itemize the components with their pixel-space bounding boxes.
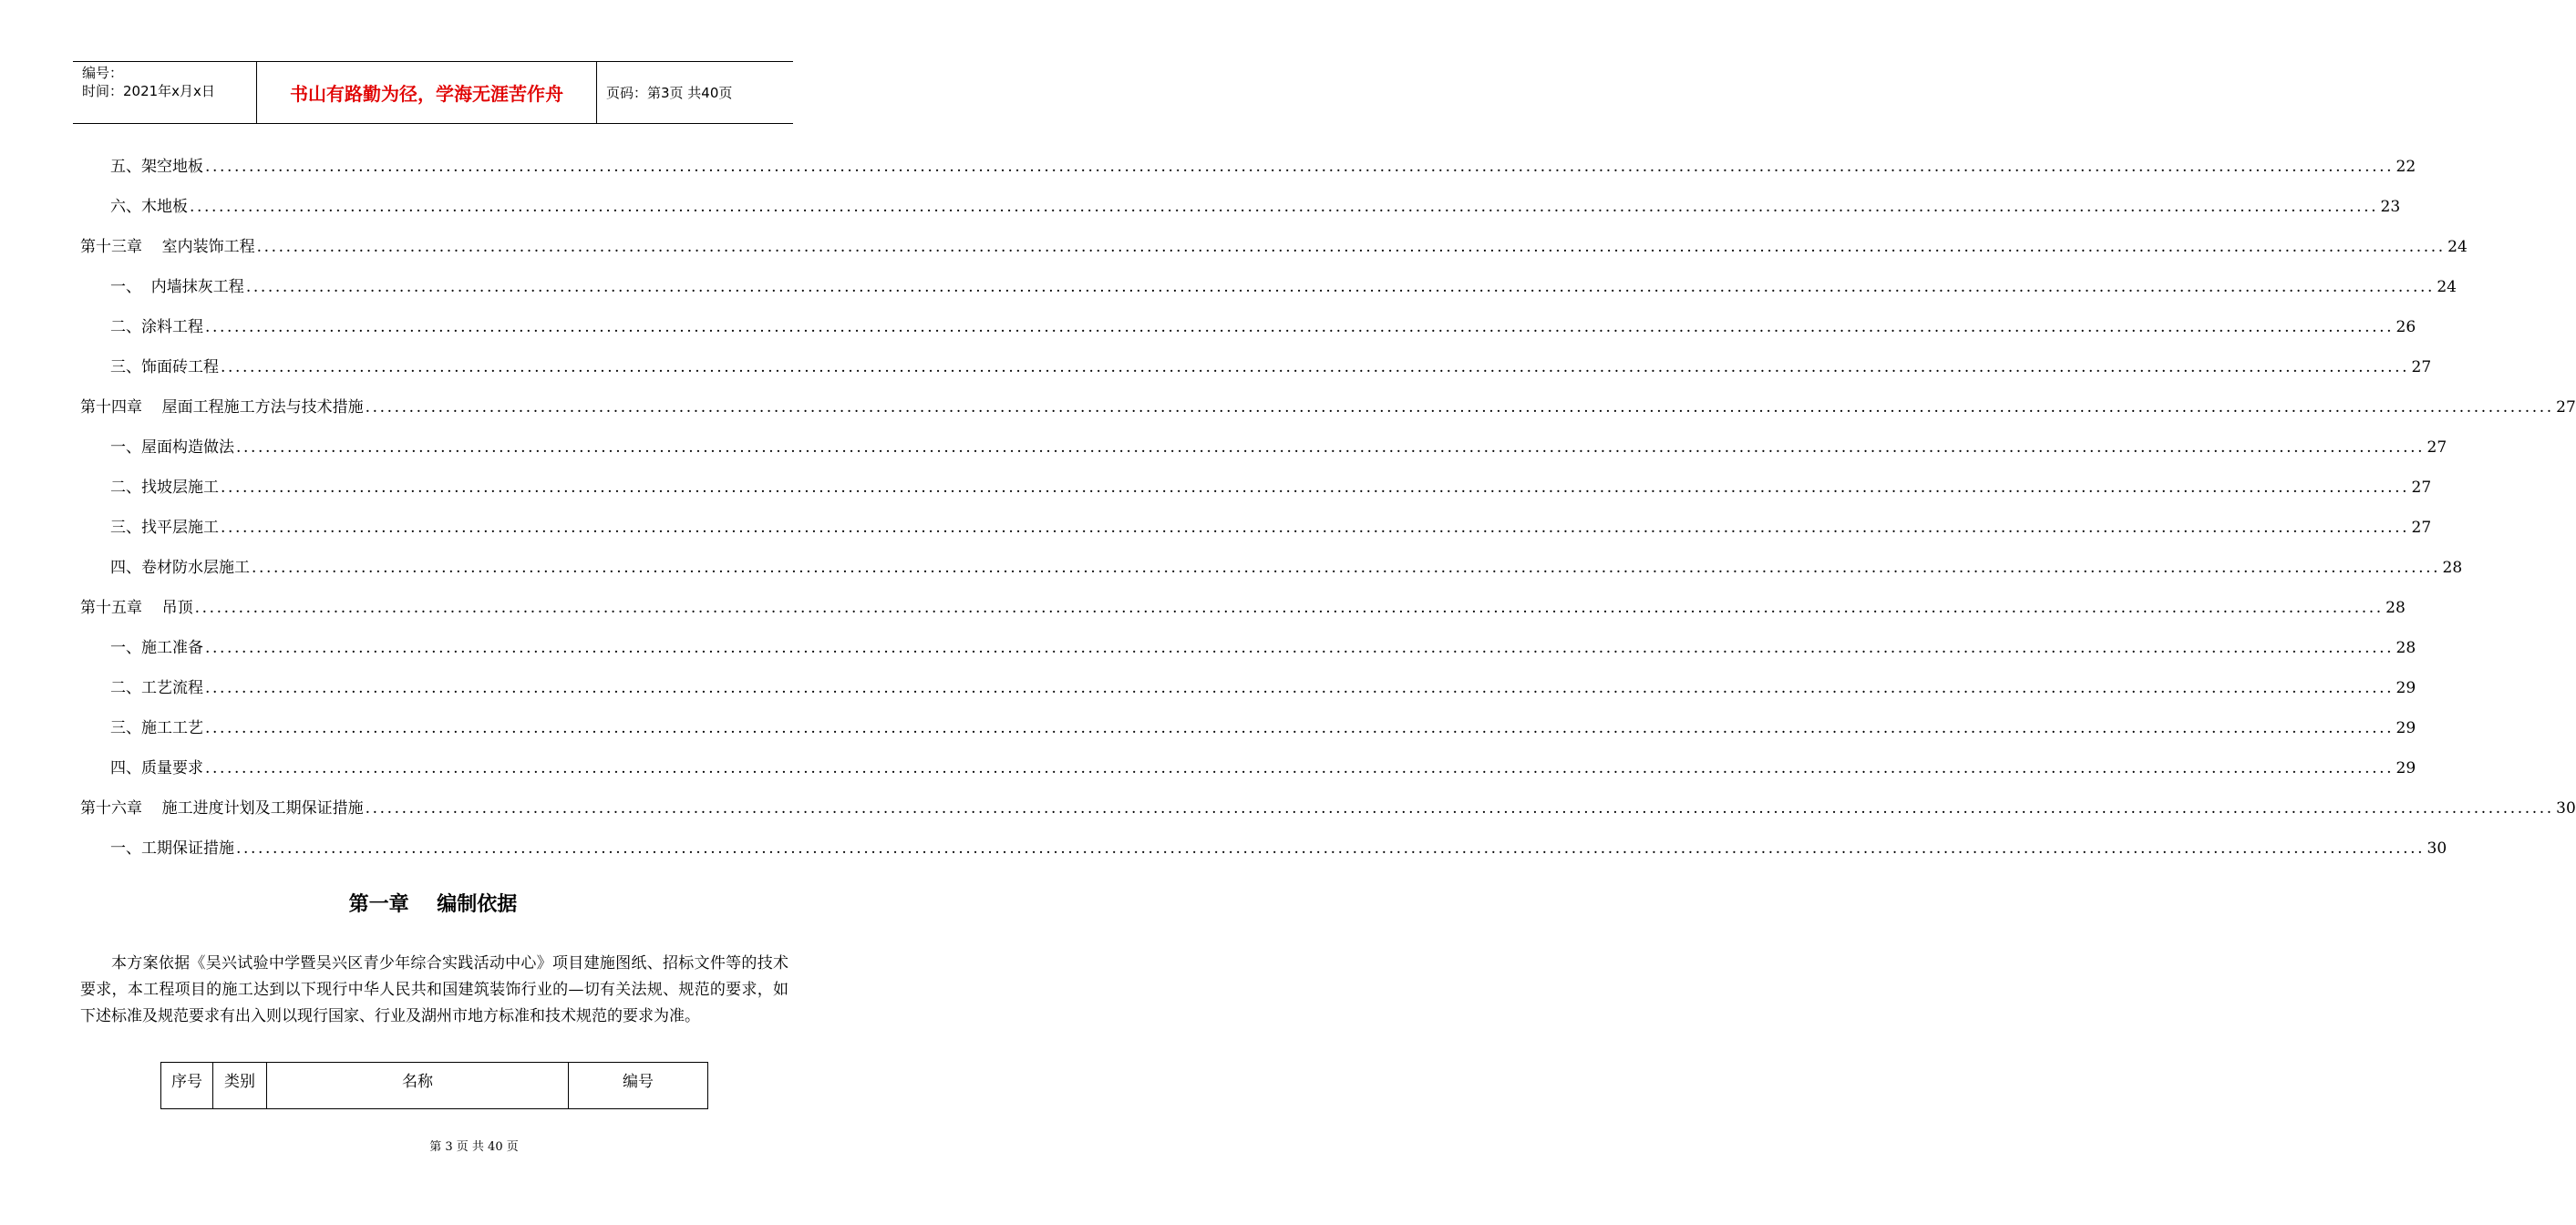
toc-entry-page: 27: [2411, 479, 2432, 497]
toc-entry-page: 28: [2442, 559, 2463, 577]
toc-entry-page: 27: [2411, 519, 2432, 537]
toc-entry[interactable]: [80, 818, 2447, 859]
toc-entry-page: 26: [2396, 318, 2416, 336]
toc-entry-page: 24: [2447, 238, 2468, 256]
toc-entry[interactable]: [80, 738, 2416, 778]
toc-leader-dots: ............................................................................................................................................................................................................................................................................................................: [252, 559, 2441, 577]
toc-leader-dots: ............................................................................................................................................................................................................................................................................................................: [221, 519, 2410, 537]
header-time: 时间：2021年x月x日: [82, 83, 215, 99]
toc-leader-dots: ............................................................................................................................................................................................................................................................................................................: [205, 318, 2395, 336]
toc-entry[interactable]: [80, 177, 2401, 217]
table-header-cell: 类别: [213, 1063, 267, 1109]
toc-entry[interactable]: [80, 417, 2447, 458]
toc-entry-page: 28: [2396, 639, 2416, 657]
toc-entry[interactable]: [80, 377, 2576, 417]
toc-entry[interactable]: [80, 498, 2432, 538]
toc-entry[interactable]: [80, 698, 2416, 738]
toc-entry-label: 二、找坡层施工: [110, 479, 219, 497]
toc-entry-label: 三、施工工艺: [110, 719, 203, 737]
toc-entry-label: 一、屋面构造做法: [110, 438, 234, 457]
toc-entry[interactable]: [80, 297, 2416, 337]
toc-entry-page: 27: [2427, 438, 2447, 457]
toc-entry-label: 一、工期保证措施: [110, 839, 234, 858]
toc-entry-page: 27: [2411, 358, 2432, 376]
toc-entry-label: 第十六章 施工进度计划及工期保证措施: [80, 799, 364, 818]
toc-entry-page: 28: [2385, 599, 2406, 617]
toc-entry-page: 29: [2396, 679, 2416, 697]
toc-leader-dots: ............................................................................................................................................................................................................................................................................................................: [256, 238, 2446, 256]
table-header-cell: 编号: [569, 1063, 708, 1109]
toc-entry[interactable]: [80, 778, 2576, 818]
toc-leader-dots: ............................................................................................................................................................................................................................................................................................................: [236, 839, 2426, 858]
header-page-info: 页码：第3页 共40页: [606, 85, 733, 101]
toc-entry-label: 二、涂料工程: [110, 318, 203, 336]
toc-entry[interactable]: [80, 458, 2432, 498]
toc-entry[interactable]: [80, 257, 2457, 297]
toc-leader-dots: ............................................................................................................................................................................................................................................................................................................: [194, 599, 2384, 617]
table-header-cell: 名称: [267, 1063, 569, 1109]
toc-entry[interactable]: [80, 137, 2416, 177]
toc-entry-page: 30: [2427, 839, 2447, 858]
reference-table: [160, 1062, 708, 1109]
toc-leader-dots: ............................................................................................................................................................................................................................................................................................................: [365, 799, 2554, 818]
toc-leader-dots: ............................................................................................................................................................................................................................................................................................................: [245, 278, 2435, 296]
toc-entry-label: 二、工艺流程: [110, 679, 203, 697]
toc-leader-dots: ............................................................................................................................................................................................................................................................................................................: [221, 358, 2410, 376]
toc-entry[interactable]: [80, 658, 2416, 698]
toc-entry-label: 一、施工准备: [110, 639, 203, 657]
toc-entry[interactable]: [80, 618, 2416, 658]
toc-leader-dots: ............................................................................................................................................................................................................................................................................................................: [190, 198, 2379, 216]
toc-entry[interactable]: [80, 538, 2463, 578]
toc-leader-dots: ............................................................................................................................................................................................................................................................................................................: [205, 719, 2395, 737]
toc-entry-page: 23: [2380, 198, 2401, 216]
toc-entry-label: 一、 内墙抹灰工程: [110, 278, 244, 296]
header-meta: [73, 62, 257, 123]
toc-entry[interactable]: [80, 578, 2406, 618]
toc-entry-page: 22: [2396, 158, 2416, 176]
chapter-title: 第一章 编制依据: [348, 893, 518, 916]
page-footer: 第 3 页 共 40 页: [429, 1140, 519, 1154]
toc-leader-dots: ............................................................................................................................................................................................................................................................................................................: [365, 398, 2554, 417]
toc-entry-page: 24: [2437, 278, 2457, 296]
toc-entry-page: 30: [2556, 799, 2576, 818]
toc-leader-dots: ............................................................................................................................................................................................................................................................................................................: [221, 479, 2410, 497]
toc-entry-label: 三、找平层施工: [110, 519, 219, 537]
toc-leader-dots: ............................................................................................................................................................................................................................................................................................................: [236, 438, 2426, 457]
toc-entry-page: 29: [2396, 759, 2416, 777]
toc-entry-label: 第十四章 屋面工程施工方法与技术措施: [80, 398, 364, 417]
toc-leader-dots: ............................................................................................................................................................................................................................................................................................................: [205, 158, 2395, 176]
toc-entry-page: 29: [2396, 719, 2416, 737]
table-header-row: [161, 1063, 708, 1109]
page-header: [73, 61, 793, 124]
header-number: 编号：: [82, 65, 124, 81]
toc-entry-label: 四、卷材防水层施工: [110, 559, 250, 577]
toc-entry-label: 五、架空地板: [110, 158, 203, 176]
table-header-cell: 序号: [161, 1063, 213, 1109]
toc-leader-dots: ............................................................................................................................................................................................................................................................................................................: [205, 639, 2395, 657]
table-of-contents: [80, 137, 2576, 859]
toc-entry-label: 六、木地板: [110, 198, 188, 216]
toc-entry-page: 27: [2556, 398, 2576, 417]
toc-entry-label: 三、饰面砖工程: [110, 358, 219, 376]
header-motto: 书山有路勤为径，学海无涯苦作舟: [257, 62, 597, 123]
body-paragraph: 本方案依据《吴兴试验中学暨吴兴区青少年综合实践活动中心》项目建施图纸、招标文件等的技术要求，本工程项目的施工达到以下现行中华人民共和国建筑装饰行业的—切有关法规、规范的要求，如下述标准及规范要求有出入则以现行国家、行业及湖州市地方标准和技术规范的要求为准。: [80, 954, 788, 1025]
toc-entry[interactable]: [80, 337, 2432, 377]
toc-entry-label: 第十五章 吊顶: [80, 599, 193, 617]
toc-entry[interactable]: [80, 217, 2468, 257]
toc-leader-dots: ............................................................................................................................................................................................................................................................................................................: [205, 679, 2395, 697]
toc-leader-dots: ............................................................................................................................................................................................................................................................................................................: [205, 759, 2395, 777]
toc-entry-label: 第十三章 室内装饰工程: [80, 238, 255, 256]
toc-entry-label: 四、质量要求: [110, 759, 203, 777]
